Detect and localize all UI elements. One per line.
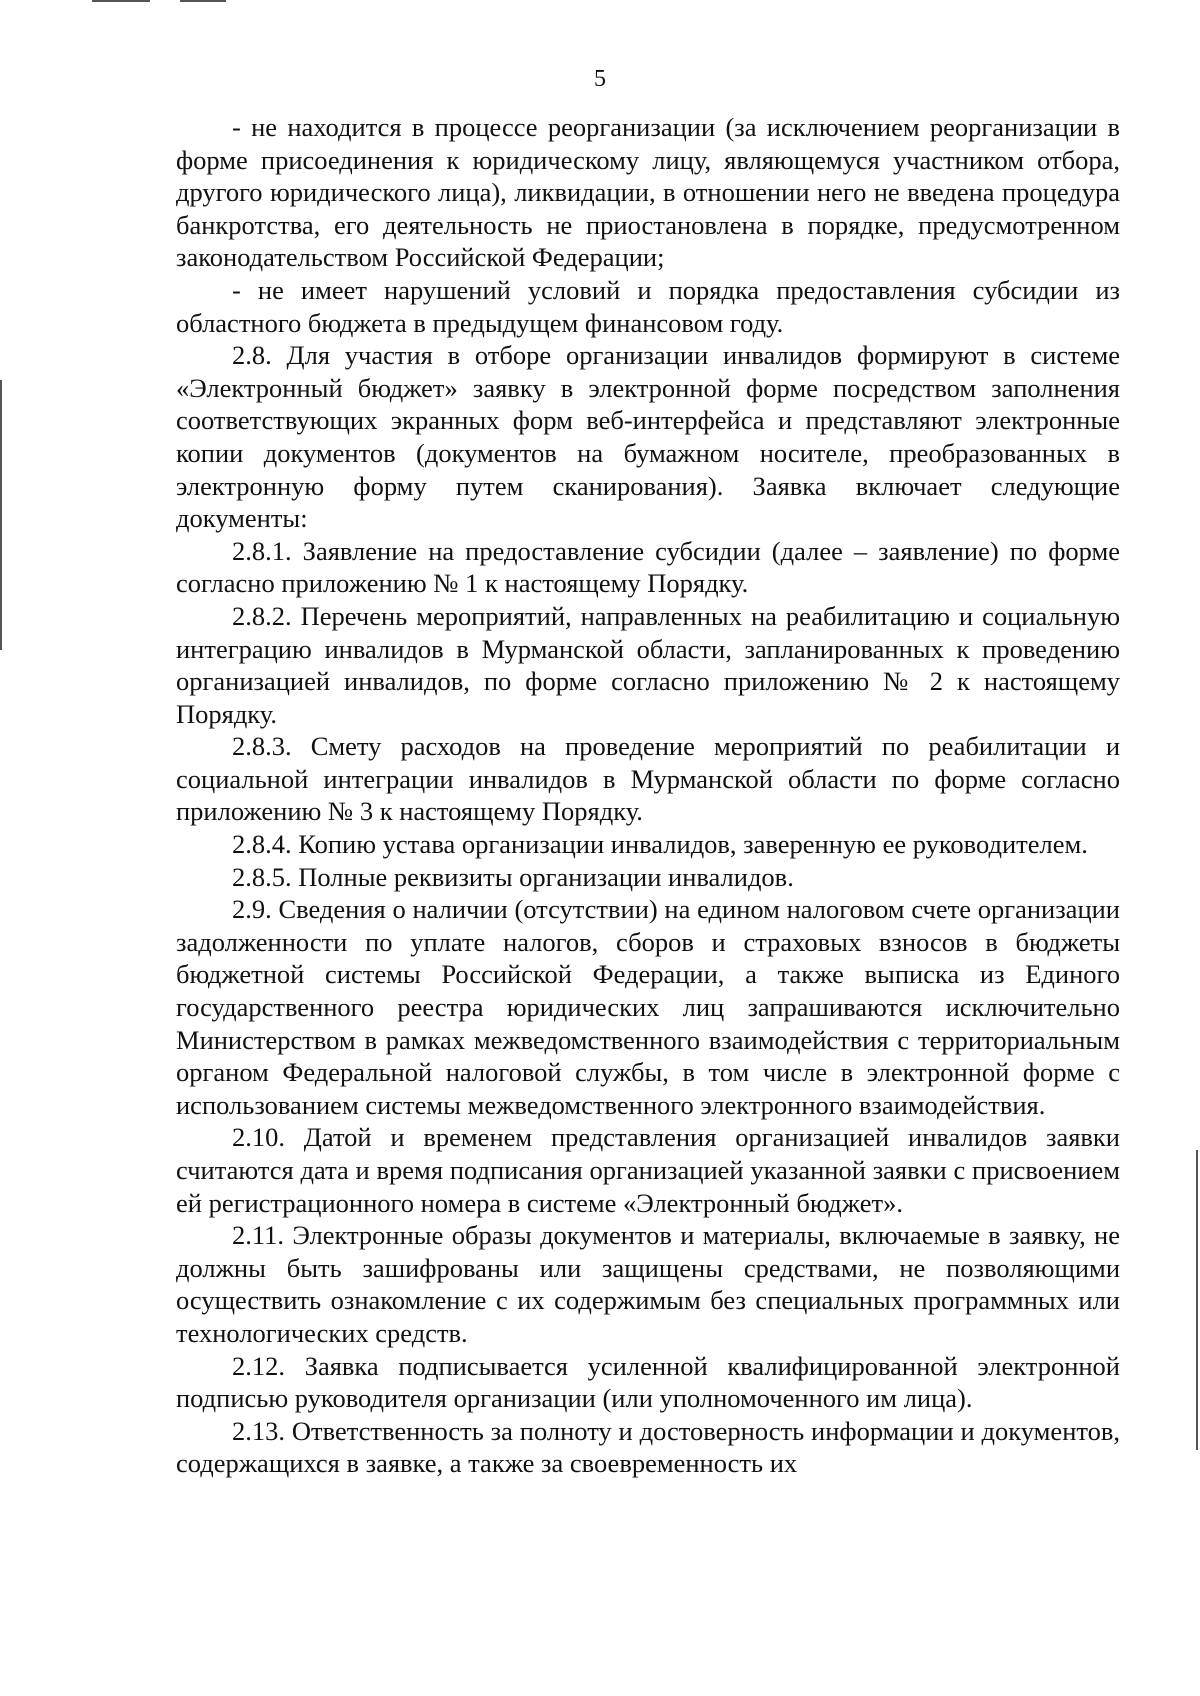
document-body [176, 111, 1120, 1480]
paragraph: - не находится в процессе реорганизации (за исключением реорганизации в форме присоединения к юридическому лицу, являющемуся участником отбора, другого юридического лица), ликвидации, в отношении него не введена процедура банкротства, его деятельность не приостановлена в порядке, предусмотренном законодательством Российской Федерации; [176, 112, 1120, 273]
paragraph: 2.11. Электронные образы документов и материалы, включаемые в заявку, не должны быть зашифрованы или защищены средствами, не позволяющими осуществить ознакомление с их содержимым без специальных программных или технологических средств. [176, 1220, 1120, 1348]
paragraph: 2.8.4. Копию устава организации инвалидов, заверенную ее руководителем. [232, 829, 1088, 860]
paragraph: 2.9. Сведения о наличии (отсутствии) на едином налоговом счете организации задолженности по уплате налогов, сборов и страховых взносов в бюджеты бюджетной системы Российской Федерации, а также выписка из Единого государственного реестра юридических лиц запрашиваются исключительно Министерством в рамках межведомственного взаимодействия с территориальным органом Федеральной налоговой службы, в том числе в электронной форме с использованием системы межведомственного электронного взаимодействия. [176, 894, 1120, 1120]
paragraph: 2.12. Заявка подписывается усиленной квалифицированной электронной подписью руководителя организации (или уполномоченного им лица). [176, 1350, 1120, 1414]
page-number: 5 [594, 66, 606, 92]
paragraph: 2.8.1. Заявление на предоставление субсидии (далее – заявление) по форме согласно приложению № 1 к настоящему Порядку. [176, 535, 1120, 599]
scan-edge-mark [92, 0, 150, 2]
paragraph: 2.8. Для участия в отборе организации инвалидов формируют в системе «Электронный бюджет» заявку в электронной форме посредством заполнения соответствующих экранных форм веб-интерфейса и представляют электронные копии документов (документов на бумажном носителе, преобразованных в электронную форму путем сканирования). Заявка включает следующие документы: [176, 340, 1120, 534]
paragraph: 2.8.3. Смету расходов на проведение мероприятий по реабилитации и социальной интеграции инвалидов в Мурманской области по форме согласно приложению № 3 к настоящему Порядку. [176, 731, 1120, 827]
scan-edge-mark [1196, 1150, 1198, 1450]
paragraph: 2.13. Ответственность за полноту и достоверность информации и документов, содержащихся в заявке, а также за своевременность их [176, 1415, 1120, 1479]
paragraph: 2.8.5. Полные реквизиты организации инвалидов. [232, 861, 794, 892]
paragraph: 2.10. Датой и временем представления организацией инвалидов заявки считаются дата и время подписания организацией указанной заявки с присвоением ей регистрационного номера в системе «Электронный бюджет». [176, 1122, 1120, 1218]
scan-edge-mark [180, 0, 226, 2]
paragraph: - не имеет нарушений условий и порядка предоставления субсидии из областного бюджета в предыдущем финансовом году. [176, 274, 1120, 338]
paragraph: 2.8.2. Перечень мероприятий, направленных на реабилитацию и социальную интеграцию инвалидов в Мурманской области, запланированных к проведению организацией инвалидов, по форме согласно приложению № 2 к настоящему Порядку. [176, 600, 1120, 729]
scan-edge-mark [0, 380, 2, 650]
